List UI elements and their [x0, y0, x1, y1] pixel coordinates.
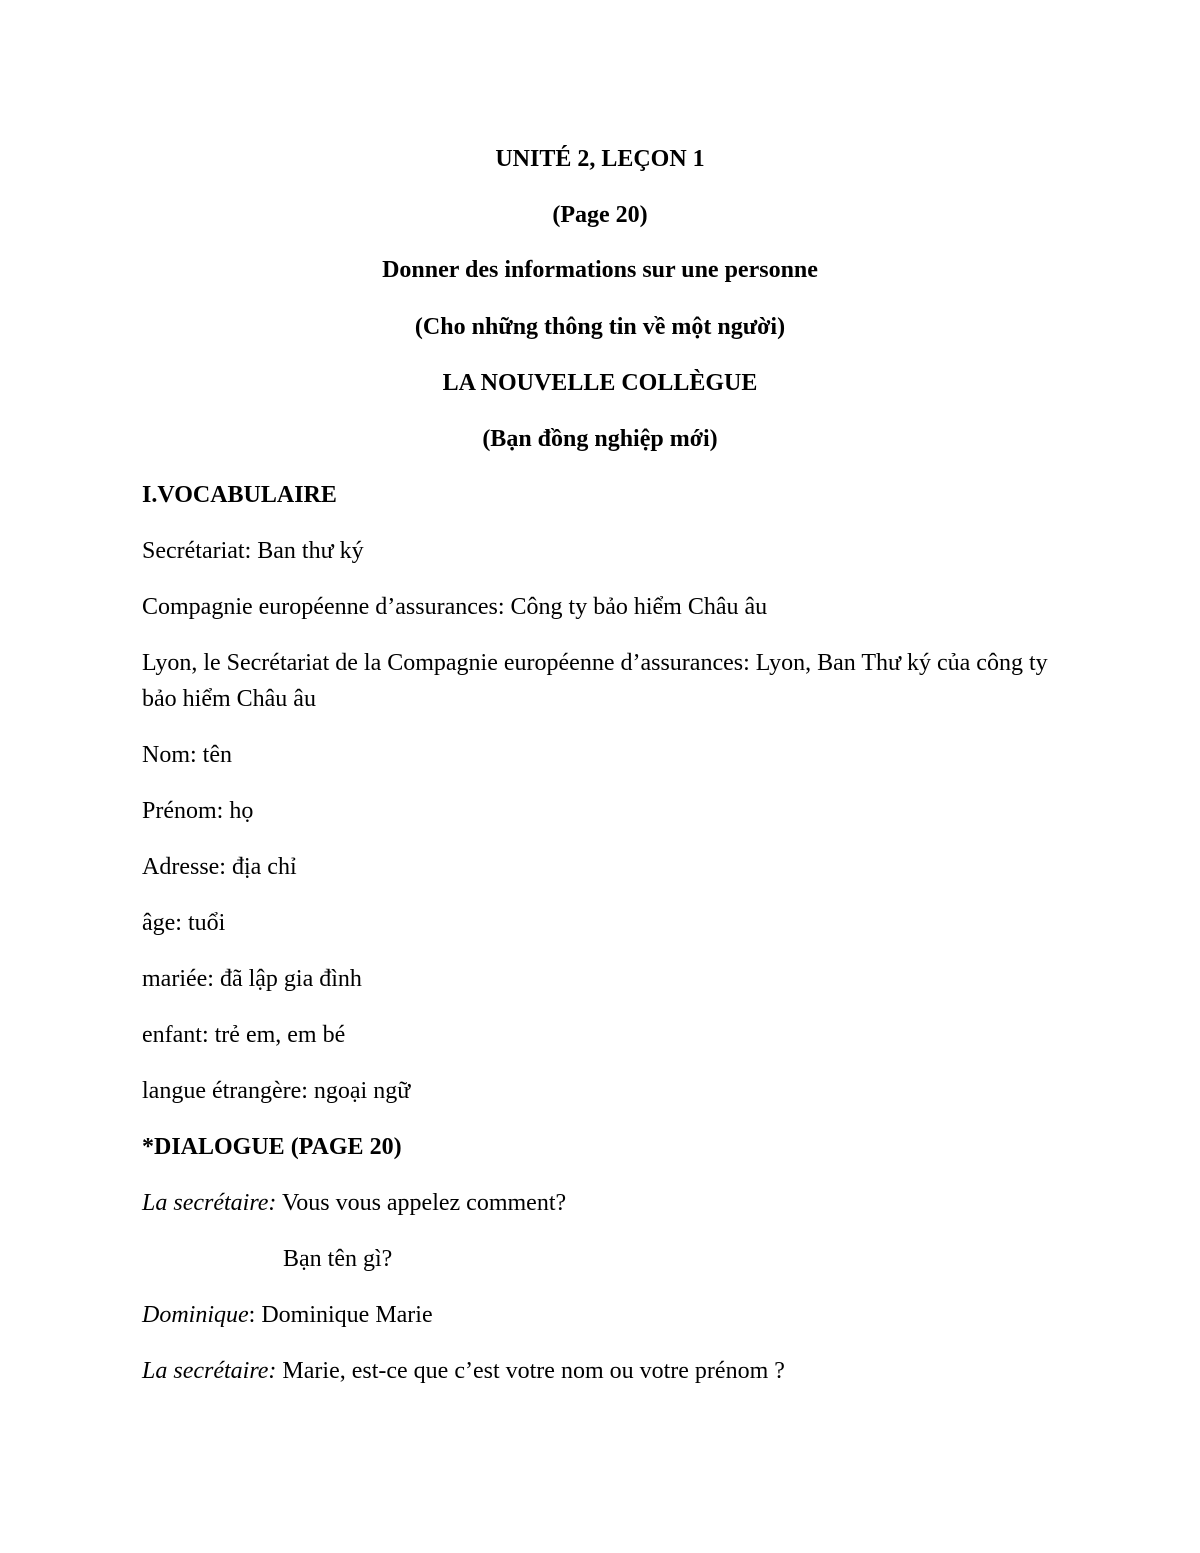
speaker-name: La secrétaire: — [142, 1190, 277, 1216]
dialogue-text: : Dominique Marie — [248, 1302, 433, 1328]
speaker-name: La secrétaire: — [142, 1358, 277, 1384]
dialogue-line — [142, 1188, 1080, 1218]
vocab-item: Lyon, le Secrétariat de la Compagnie européenne d’assurances: Lyon, Ban Thư ký của công ty bảo hiểm Châu âu — [142, 650, 1048, 712]
vocab-item: Nom: tên — [142, 742, 232, 768]
dialogue-text: Vous vous appelez comment? — [276, 1190, 567, 1216]
lesson-title: LA NOUVELLE COLLÈGUE — [442, 370, 758, 396]
speaker-name: Dominique — [142, 1302, 249, 1328]
vocabulary-heading: I.VOCABULAIRE — [142, 482, 337, 508]
dialogue-translation: Bạn tên gì? — [283, 1246, 393, 1272]
vocab-item: âge: tuổi — [142, 910, 226, 936]
vocab-item: mariée: đã lập gia đình — [142, 966, 362, 992]
vocab-item: langue étrangère: ngoại ngữ — [142, 1078, 411, 1104]
unit-title: UNITÉ 2, LEÇON 1 — [495, 146, 705, 172]
vocab-item: Adresse: địa chỉ — [142, 854, 297, 880]
vocab-item: Prénom: họ — [142, 798, 254, 824]
dialogue-heading: *DIALOGUE (PAGE 20) — [142, 1134, 402, 1160]
dialogue-text: Marie, est-ce que c’est votre nom ou votre prénom ? — [276, 1358, 785, 1384]
vocab-item: Compagnie européenne d’assurances: Công ty bảo hiểm Châu âu — [142, 594, 768, 620]
vocab-item: enfant: trẻ em, em bé — [142, 1022, 346, 1048]
subtitle-vietnamese: (Cho những thông tin về một người) — [414, 314, 786, 340]
lesson-title-vietnamese: (Bạn đồng nghiệp mới) — [482, 426, 718, 452]
dialogue-line — [142, 1356, 1080, 1386]
page-reference: (Page 20) — [552, 202, 648, 228]
subtitle-french: Donner des informations sur une personne — [382, 257, 818, 283]
vocab-item: Secrétariat: Ban thư ký — [142, 538, 364, 564]
dialogue-line — [142, 1300, 1080, 1330]
